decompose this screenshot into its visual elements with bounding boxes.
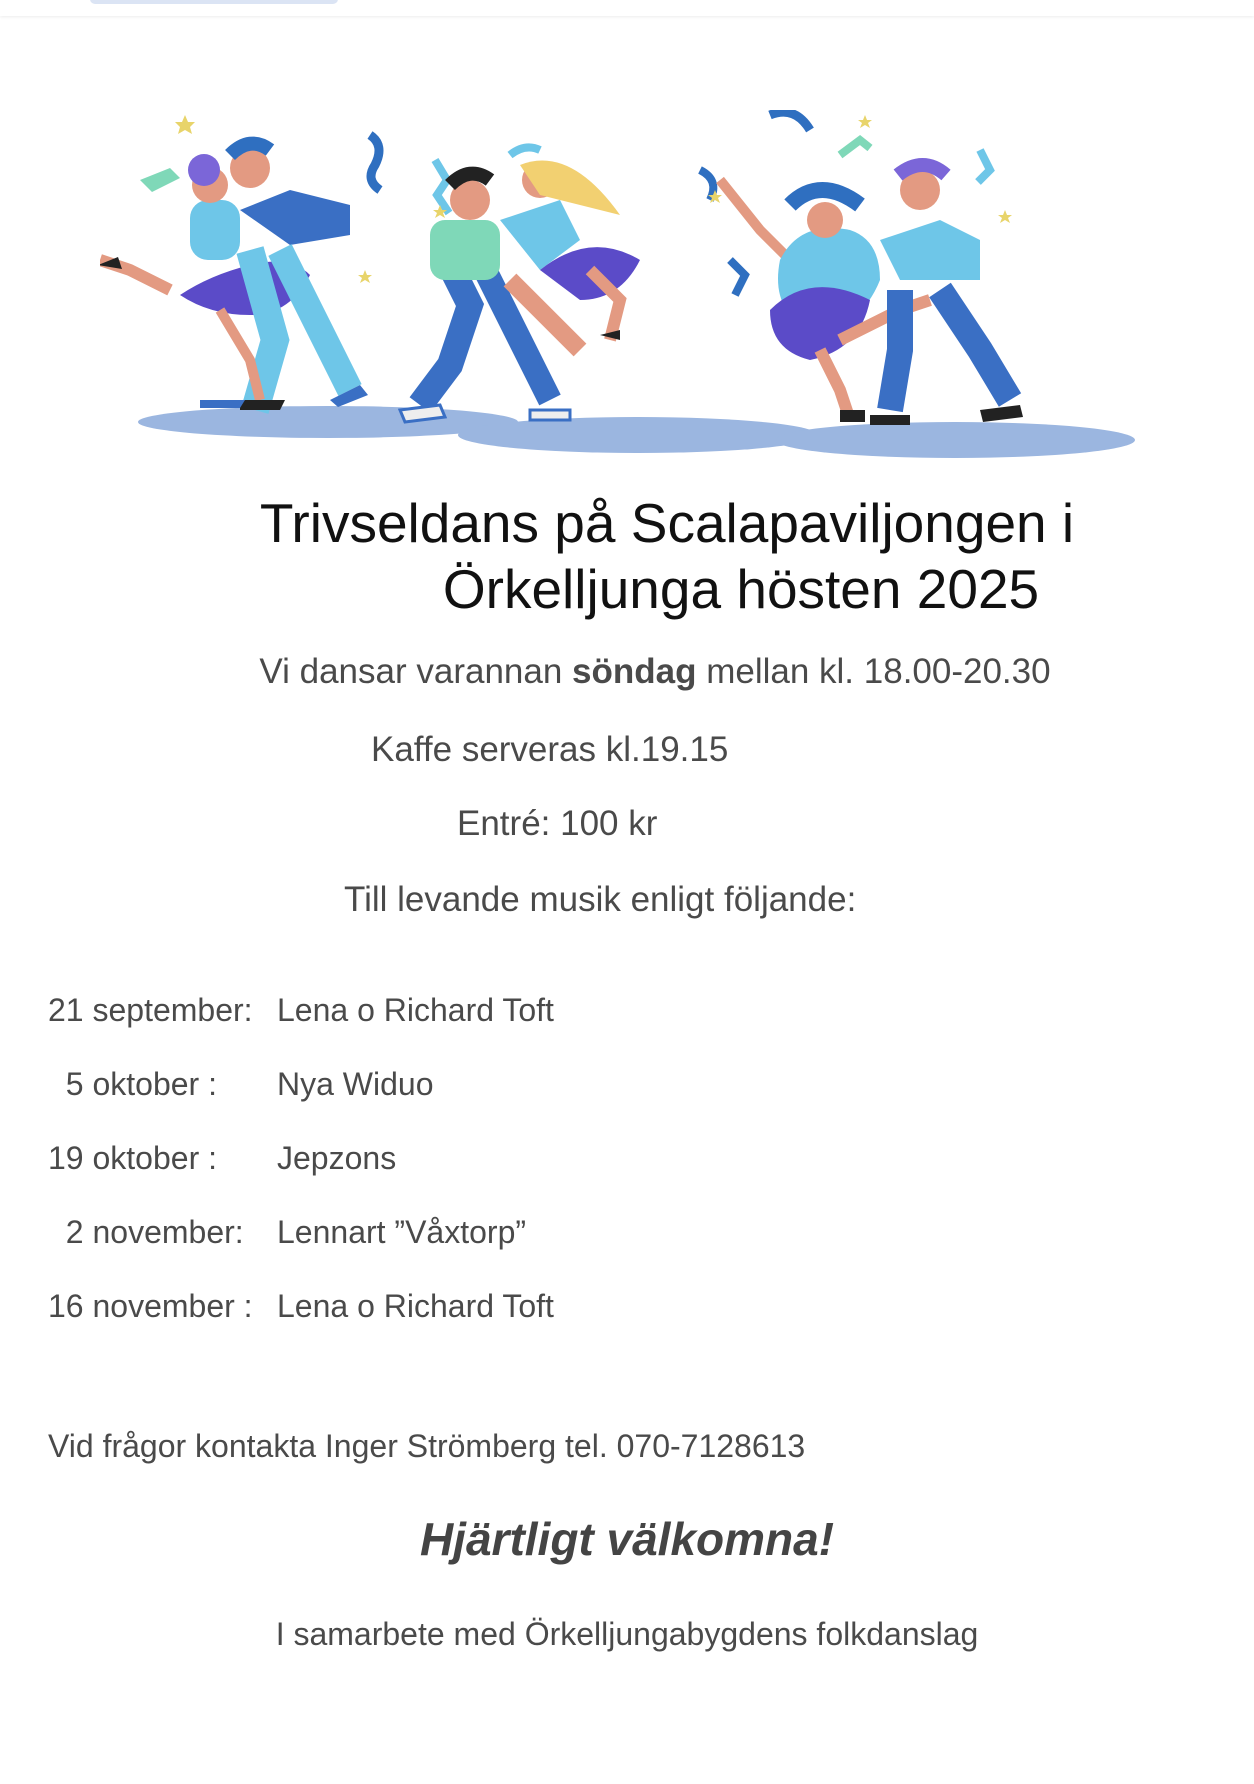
list-item xyxy=(48,1066,748,1106)
schedule-text xyxy=(0,652,1254,692)
partner-text: I samarbete med Örkelljungabygdens folkdanslag xyxy=(275,1616,979,1652)
schedule-date: 21 september: xyxy=(48,992,253,1028)
schedule-date: 5 oktober : xyxy=(48,1066,217,1102)
list-item xyxy=(48,1288,748,1328)
floor-shadow-middle xyxy=(458,417,818,453)
dancing-couple-right xyxy=(720,165,1023,425)
list-item xyxy=(48,1140,748,1180)
schedule-text-pre: Vi dansar varannan xyxy=(259,652,573,691)
floor-shadow-right xyxy=(775,422,1135,458)
schedule-band: Nya Widuo xyxy=(277,1066,434,1102)
music-intro-text: Till levande musik enligt följande: xyxy=(344,880,857,919)
dancing-couple-left xyxy=(100,144,368,410)
schedule-band: Jepzons xyxy=(277,1140,397,1176)
schedule-date: 2 november: xyxy=(48,1214,244,1250)
title-line-1: Trivseldans på Scalapaviljongen i xyxy=(259,492,1075,554)
entry-fee-text: Entré: 100 kr xyxy=(457,804,658,843)
dancing-couples-illustration xyxy=(100,110,1180,470)
top-bar xyxy=(0,0,1254,16)
schedule-date: 16 november : xyxy=(48,1288,253,1324)
list-item xyxy=(48,1214,748,1254)
welcome-heading: Hjärtligt välkomna! xyxy=(419,1513,835,1565)
contact-text: Vid frågor kontakta Inger Strömberg tel. 070-7128613 xyxy=(48,1428,806,1464)
coffee-text: Kaffe serveras kl.19.15 xyxy=(371,730,729,769)
schedule-day: söndag xyxy=(572,652,697,691)
schedule-band: Lennart ”Våxtorp” xyxy=(277,1214,527,1250)
schedule-band: Lena o Richard Toft xyxy=(277,1288,554,1324)
event-title xyxy=(0,490,1254,622)
list-item xyxy=(48,992,748,1032)
schedule-text-post: mellan kl. 18.00-20.30 xyxy=(696,652,1051,691)
title-line-2: Örkelljunga hösten 2025 xyxy=(442,558,1040,620)
schedule-date: 19 oktober : xyxy=(48,1140,217,1176)
top-tab-indicator xyxy=(90,0,338,4)
schedule-band: Lena o Richard Toft xyxy=(277,992,554,1028)
